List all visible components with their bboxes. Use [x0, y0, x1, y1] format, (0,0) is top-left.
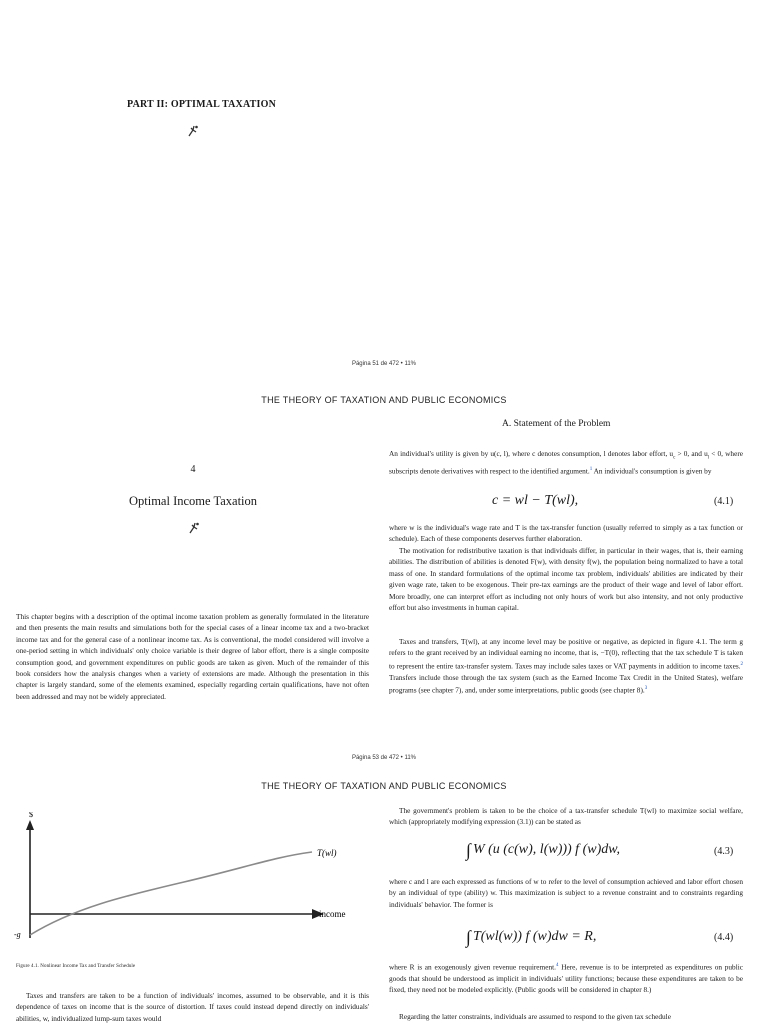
- intro-paragraph: This chapter begins with a description of the optimal income taxation problem as generally formulated in the literature and then presents the main results and simulations both for the special cases of a linear income tax and a two-bracket income tax and for the general case of a nonlinear income tax. As is conventional, the model considered will involve a one-period setting in which individuals' only choice variable is their degree of labor effort, there is a single composite consumption good, and government expenditures on public goods are taken as given. Much of the remainder of this book considers how the analysis changes when a variety of extensions are made. Although the presentation in this chapter is largely standard, some of the elements examined, especially regarding certain qualifications, have not often been addressed and may not be widely appreciated.: [16, 612, 369, 701]
- motivation-paragraph: The motivation for redistributive taxation is that individuals differ, in particular in their wages, that is, their earning abilities. The distribution of abilities is denoted F(w), with density f(w), the population being normalized to have a total mass of one. In standard formulations of the optimal income tax problem, individuals' abilities are indicated by their given wage rate, taken to be exogenous. Their pre-tax earnings are the product of their wage and level of labor effort. More broadly, one can interpret effort as including not only hours of work but also intensity, and not only productive effort but also investments in human capital.: [389, 546, 743, 613]
- equation-4-4: ∫ T(wl(w)) f (w)dw = R,: [466, 927, 597, 947]
- equation-number: (4.3): [714, 846, 734, 857]
- ornament-icon: [187, 521, 201, 535]
- equation-4-1: c = wl − T(wl),: [492, 493, 579, 508]
- chapter-number: 4: [190, 464, 196, 475]
- equation-4-3: ∫ W (u (c(w), l(w))) f (w)dw,: [466, 840, 621, 860]
- page-indicator: Página 53 de 472 • 11%: [351, 755, 417, 761]
- equation-number: (4.1): [714, 496, 734, 507]
- latter-paragraph: Regarding the latter constraints, individuals are assumed to respond to the given tax schedule: [399, 1012, 671, 1021]
- page-indicator: Página 51 de 472 • 11%: [351, 361, 417, 367]
- y-axis-label: $: [29, 812, 33, 819]
- section-title: A. Statement of the Problem: [502, 419, 611, 429]
- tax-schedule-curve: [30, 852, 312, 935]
- government-paragraph: The government's problem is taken to be the choice of a tax-transfer schedule T(wl) to maximize social welfare, which (appropriately modifying expression (3.1)) can be stated as: [389, 806, 743, 827]
- x-axis-label: income: [319, 909, 346, 919]
- figure-caption: Figure 4.1. Nonlinear Income Tax and Transfer Schedule: [16, 964, 136, 969]
- running-header: THE THEORY OF TAXATION AND PUBLIC ECONOMICS: [261, 395, 507, 405]
- part-title: PART II: OPTIMAL TAXATION: [127, 99, 277, 110]
- y-axis-arrow: [26, 820, 34, 830]
- chapter-title: Optimal Income Taxation: [128, 494, 258, 508]
- taxes-paragraph: Taxes and transfers are taken to be a function of individuals' incomes, assumed to be observable, and it is this dependence of taxes on income that is the source of distortion. If taxes could instead depend directly on individuals' abilities, w, individualized lump-sum taxes would: [16, 991, 369, 1023]
- footnote-link[interactable]: 3: [644, 686, 648, 692]
- figure-4-1: [14, 812, 349, 947]
- transfers-paragraph: Taxes and transfers, T(wl), at any income level may be positive or negative, as depicted in figure 4.1. The term g refers to the grant received by an individual earning no income, that is, −T(0), reflecting that the tax schedule T is taken to represent the entire tax-transfer system. Taxes may include sales taxes or VAT payments in addition to income taxes.$^2$ Transfers include those through the tax system (such as the Earned Income Tax Credit in the United States), welfare programs (see chapter 7), and, under some interpretations, public goods (see chapter 8).$^3$: [389, 637, 743, 695]
- intercept-label: -g: [14, 930, 21, 939]
- running-header: THE THEORY OF TAXATION AND PUBLIC ECONOMICS: [261, 781, 507, 791]
- curve-label: T(wl): [317, 848, 337, 858]
- footnote-link[interactable]: 4: [555, 963, 559, 968]
- equation-number: (4.4): [714, 932, 734, 943]
- footnote-link[interactable]: 2: [740, 661, 743, 667]
- choice-paragraph: where c and l are each expressed as functions of w to refer to the level of consumption achieved and labor effort chosen by an individual of type (ability) w. This maximization is subject to a revenue constraint and to constraints regarding individuals' behavior. The former is: [389, 877, 743, 909]
- revenue-paragraph: where R is an exogenously given revenue requirement.$^4$ Here, revenue is to be interpreted as expenditures on public goods that should be understood as implicit in individuals' utility functions; because these expenditures are taken to be fixed, they need not be modeled explicitly. (Public goods will be considered in chapter 8.): [389, 962, 743, 995]
- utility-paragraph: An individual's utility is given by u(c, l), where c denotes consumption, l denotes labor effort, $u_c > 0$, and $u_l < 0$, where subscripts denote derivatives with respect to the identified argument.$^1$ An individual's consumption is given by: [389, 449, 743, 476]
- wage-paragraph: where w is the individual's wage rate and T is the tax-transfer function (usually referred to simply as a tax function or schedule). Each of these components deserves further elaboration.: [389, 523, 743, 544]
- ornament-icon: [186, 124, 200, 138]
- footnote-link[interactable]: 1: [589, 466, 593, 472]
